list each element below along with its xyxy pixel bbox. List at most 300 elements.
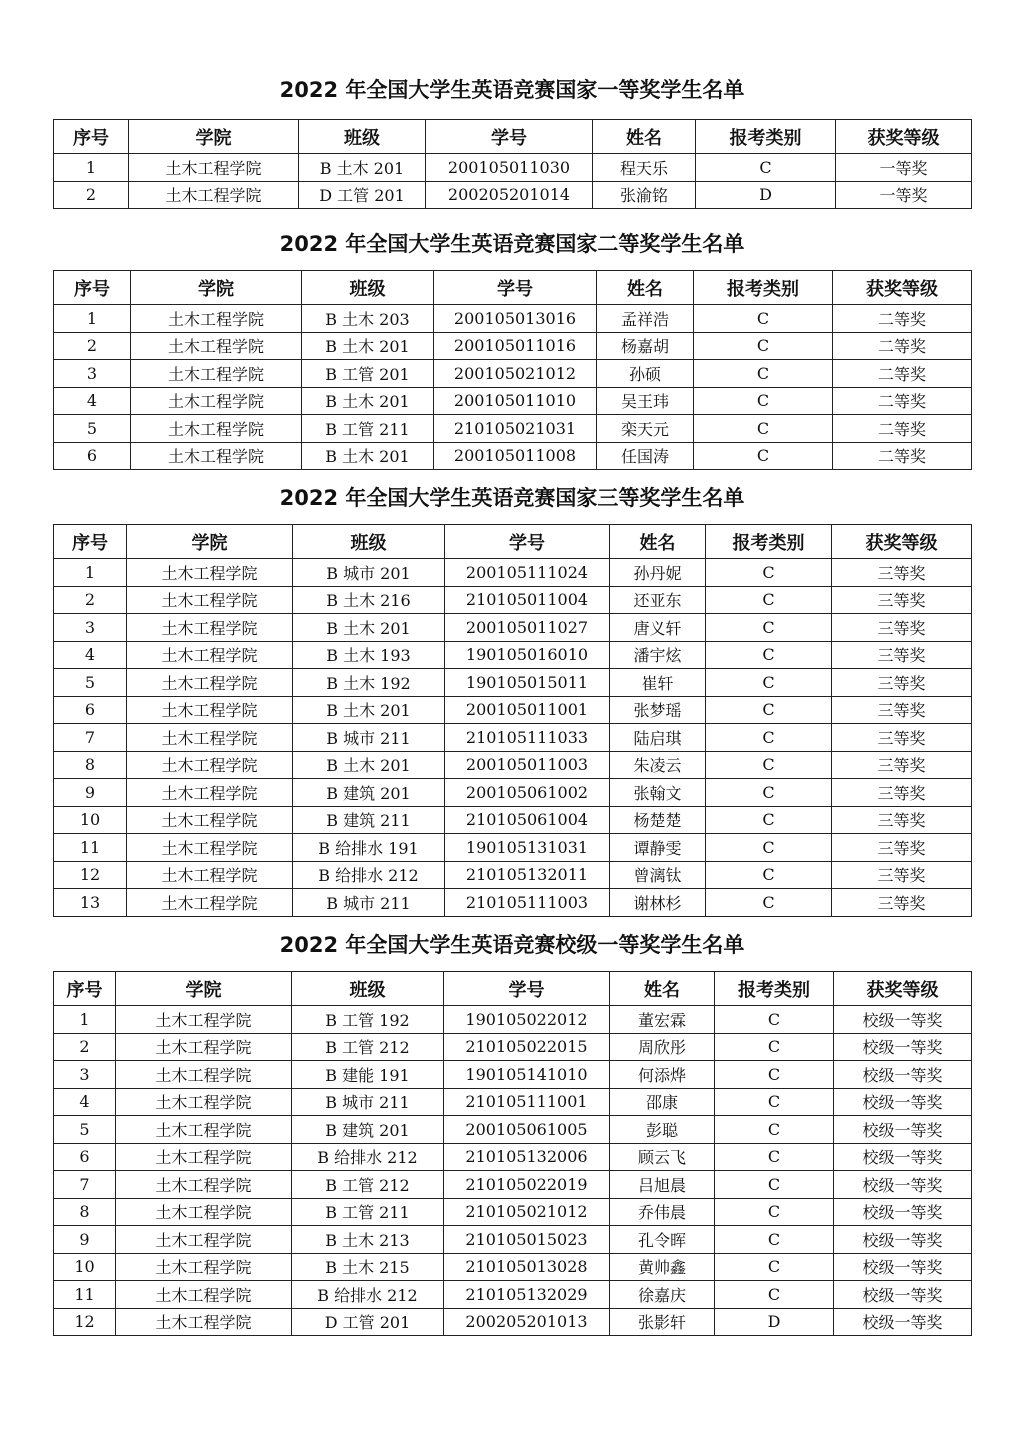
table-row <box>54 1226 972 1254</box>
cell-college: 土木工程学院 <box>127 779 293 807</box>
cell-award-level: 三等奖 <box>832 889 972 917</box>
cell-name: 谢林杉 <box>610 889 706 917</box>
cell-college: 土木工程学院 <box>116 1033 292 1061</box>
cell-name: 顾云飞 <box>610 1143 715 1171</box>
cell-student-id: 210105021031 <box>434 415 597 443</box>
cell-class: B 土木 213 <box>292 1226 444 1254</box>
cell-college: 土木工程学院 <box>127 559 293 587</box>
column-header-exam-category: 报考类别 <box>706 525 832 559</box>
cell-index: 10 <box>54 1253 116 1281</box>
cell-name: 杨嘉胡 <box>597 332 694 360</box>
cell-exam-category: C <box>694 415 833 443</box>
cell-class: B 土木 193 <box>293 641 445 669</box>
cell-award-level: 校级一等奖 <box>834 1088 972 1116</box>
cell-student-id: 210105013028 <box>444 1253 610 1281</box>
cell-class: B 给排水 212 <box>292 1143 444 1171</box>
column-header-student-id: 学号 <box>444 972 610 1006</box>
table-row <box>54 442 972 470</box>
cell-name: 孔令晖 <box>610 1226 715 1254</box>
cell-exam-category: C <box>715 1281 834 1309</box>
cell-exam-category: C <box>715 1143 834 1171</box>
column-header-name: 姓名 <box>610 972 715 1006</box>
cell-award-level: 校级一等奖 <box>834 1143 972 1171</box>
column-header-index: 序号 <box>54 271 131 305</box>
cell-college: 土木工程学院 <box>131 305 302 333</box>
cell-student-id: 200105021012 <box>434 360 597 388</box>
table-row <box>54 806 972 834</box>
cell-college: 土木工程学院 <box>127 641 293 669</box>
cell-exam-category: C <box>715 1253 834 1281</box>
cell-index: 3 <box>54 614 127 642</box>
table-row <box>54 305 972 333</box>
cell-name: 崔轩 <box>610 669 706 697</box>
cell-index: 4 <box>54 641 127 669</box>
cell-exam-category: C <box>715 1088 834 1116</box>
cell-index: 5 <box>54 415 131 443</box>
cell-award-level: 二等奖 <box>833 332 972 360</box>
cell-class: B 土木 192 <box>293 669 445 697</box>
cell-college: 土木工程学院 <box>129 181 299 209</box>
table-row <box>54 834 972 862</box>
table-row <box>54 415 972 443</box>
cell-exam-category: C <box>715 1061 834 1089</box>
table-row <box>54 181 972 209</box>
column-header-name: 姓名 <box>610 525 706 559</box>
cell-index: 7 <box>54 724 127 752</box>
cell-student-id: 200105013016 <box>434 305 597 333</box>
cell-college: 土木工程学院 <box>127 889 293 917</box>
cell-student-id: 210105111001 <box>444 1088 610 1116</box>
cell-index: 5 <box>54 669 127 697</box>
cell-name: 彭聪 <box>610 1116 715 1144</box>
cell-name: 张翰文 <box>610 779 706 807</box>
cell-college: 土木工程学院 <box>116 1143 292 1171</box>
cell-award-level: 校级一等奖 <box>834 1033 972 1061</box>
section-title-national-second: 2022 年全国大学生英语竞赛国家二等奖学生名单 <box>279 232 745 256</box>
cell-class: B 土木 216 <box>293 586 445 614</box>
table-row <box>54 1088 972 1116</box>
column-header-exam-category: 报考类别 <box>715 972 834 1006</box>
cell-index: 6 <box>54 442 131 470</box>
column-header-college: 学院 <box>127 525 293 559</box>
cell-index: 2 <box>54 1033 116 1061</box>
cell-exam-category: C <box>694 387 833 415</box>
column-header-class: 班级 <box>302 271 434 305</box>
cell-index: 6 <box>54 1143 116 1171</box>
cell-college: 土木工程学院 <box>127 696 293 724</box>
cell-index: 10 <box>54 806 127 834</box>
cell-index: 1 <box>54 559 127 587</box>
cell-student-id: 190105016010 <box>445 641 610 669</box>
cell-class: B 工管 211 <box>302 415 434 443</box>
column-header-class: 班级 <box>299 120 426 154</box>
column-header-college: 学院 <box>131 271 302 305</box>
cell-exam-category: C <box>706 889 832 917</box>
cell-name: 张渝铭 <box>593 181 696 209</box>
cell-college: 土木工程学院 <box>127 834 293 862</box>
table-row <box>54 1171 972 1199</box>
cell-index: 9 <box>54 1226 116 1254</box>
cell-college: 土木工程学院 <box>116 1198 292 1226</box>
cell-college: 土木工程学院 <box>116 1226 292 1254</box>
cell-name: 张梦瑶 <box>610 696 706 724</box>
cell-student-id: 200105011027 <box>445 614 610 642</box>
cell-index: 3 <box>54 1061 116 1089</box>
cell-index: 5 <box>54 1116 116 1144</box>
table-row <box>54 1116 972 1144</box>
table-row <box>54 696 972 724</box>
cell-index: 8 <box>54 751 127 779</box>
cell-name: 黄帅鑫 <box>610 1253 715 1281</box>
cell-student-id: 200105111024 <box>445 559 610 587</box>
cell-exam-category: C <box>706 834 832 862</box>
cell-student-id: 190105015011 <box>445 669 610 697</box>
cell-index: 8 <box>54 1198 116 1226</box>
cell-index: 12 <box>54 1308 116 1336</box>
cell-class: B 土木 215 <box>292 1253 444 1281</box>
header-row <box>54 525 972 559</box>
cell-class: B 建筑 201 <box>292 1116 444 1144</box>
cell-college: 土木工程学院 <box>127 806 293 834</box>
cell-exam-category: D <box>715 1308 834 1336</box>
cell-class: B 建能 191 <box>292 1061 444 1089</box>
cell-college: 土木工程学院 <box>127 751 293 779</box>
cell-exam-category: C <box>715 1198 834 1226</box>
table-row <box>54 779 972 807</box>
cell-class: B 土木 201 <box>293 751 445 779</box>
table-row <box>54 724 972 752</box>
table-school-first <box>53 971 972 1336</box>
column-header-student-id: 学号 <box>445 525 610 559</box>
cell-college: 土木工程学院 <box>116 1281 292 1309</box>
cell-class: D 工管 201 <box>292 1308 444 1336</box>
cell-class: B 城市 211 <box>293 724 445 752</box>
column-header-college: 学院 <box>129 120 299 154</box>
table-row <box>54 154 972 182</box>
cell-award-level: 三等奖 <box>832 751 972 779</box>
cell-student-id: 210105011004 <box>445 586 610 614</box>
cell-exam-category: C <box>706 724 832 752</box>
cell-name: 还亚东 <box>610 586 706 614</box>
cell-name: 徐嘉庆 <box>610 1281 715 1309</box>
cell-student-id: 210105021012 <box>444 1198 610 1226</box>
cell-class: B 工管 212 <box>292 1033 444 1061</box>
cell-college: 土木工程学院 <box>129 154 299 182</box>
cell-name: 朱凌云 <box>610 751 706 779</box>
cell-class: B 城市 211 <box>292 1088 444 1116</box>
cell-name: 张影轩 <box>610 1308 715 1336</box>
cell-student-id: 200105011016 <box>434 332 597 360</box>
cell-award-level: 校级一等奖 <box>834 1116 972 1144</box>
cell-student-id: 200205201013 <box>444 1308 610 1336</box>
cell-class: B 工管 201 <box>302 360 434 388</box>
column-header-index: 序号 <box>54 120 129 154</box>
header-row <box>54 120 972 154</box>
cell-class: B 给排水 212 <box>292 1281 444 1309</box>
cell-index: 2 <box>54 586 127 614</box>
cell-college: 土木工程学院 <box>116 1061 292 1089</box>
table-row <box>54 614 972 642</box>
cell-student-id: 200105011001 <box>445 696 610 724</box>
cell-student-id: 200105011010 <box>434 387 597 415</box>
cell-index: 7 <box>54 1171 116 1199</box>
cell-award-level: 一等奖 <box>836 181 972 209</box>
table-row <box>54 559 972 587</box>
cell-college: 土木工程学院 <box>131 387 302 415</box>
column-header-student-id: 学号 <box>434 271 597 305</box>
cell-exam-category: C <box>706 559 832 587</box>
cell-exam-category: C <box>715 1171 834 1199</box>
cell-name: 谭静雯 <box>610 834 706 862</box>
cell-college: 土木工程学院 <box>131 442 302 470</box>
column-header-exam-category: 报考类别 <box>696 120 836 154</box>
table-national-second <box>53 270 972 470</box>
cell-student-id: 200105011003 <box>445 751 610 779</box>
cell-college: 土木工程学院 <box>131 360 302 388</box>
cell-award-level: 二等奖 <box>833 387 972 415</box>
cell-class: B 土木 201 <box>299 154 426 182</box>
cell-award-level: 校级一等奖 <box>834 1171 972 1199</box>
cell-college: 土木工程学院 <box>127 614 293 642</box>
cell-exam-category: C <box>694 360 833 388</box>
table-row <box>54 889 972 917</box>
cell-student-id: 210105132029 <box>444 1281 610 1309</box>
cell-class: B 城市 211 <box>293 889 445 917</box>
table-row <box>54 586 972 614</box>
cell-student-id: 210105015023 <box>444 1226 610 1254</box>
cell-index: 2 <box>54 332 131 360</box>
cell-college: 土木工程学院 <box>116 1006 292 1034</box>
cell-name: 杨楚楚 <box>610 806 706 834</box>
cell-name: 潘宇炫 <box>610 641 706 669</box>
cell-award-level: 校级一等奖 <box>834 1061 972 1089</box>
cell-class: B 给排水 191 <box>293 834 445 862</box>
cell-name: 曾漓钛 <box>610 861 706 889</box>
cell-exam-category: C <box>696 154 836 182</box>
cell-student-id: 200205201014 <box>426 181 593 209</box>
cell-award-level: 三等奖 <box>832 559 972 587</box>
cell-class: B 土木 201 <box>293 696 445 724</box>
cell-award-level: 三等奖 <box>832 586 972 614</box>
cell-class: B 工管 211 <box>292 1198 444 1226</box>
cell-index: 1 <box>54 305 131 333</box>
cell-award-level: 一等奖 <box>836 154 972 182</box>
cell-name: 程天乐 <box>593 154 696 182</box>
cell-award-level: 三等奖 <box>832 696 972 724</box>
cell-name: 何添烨 <box>610 1061 715 1089</box>
table-row <box>54 1033 972 1061</box>
cell-exam-category: D <box>696 181 836 209</box>
cell-class: B 土木 201 <box>302 442 434 470</box>
cell-exam-category: C <box>706 861 832 889</box>
header-row <box>54 271 972 305</box>
cell-index: 6 <box>54 696 127 724</box>
cell-exam-category: C <box>706 806 832 834</box>
column-header-index: 序号 <box>54 525 127 559</box>
cell-name: 吕旭晨 <box>610 1171 715 1199</box>
cell-name: 任国涛 <box>597 442 694 470</box>
cell-exam-category: C <box>715 1033 834 1061</box>
column-header-class: 班级 <box>292 972 444 1006</box>
cell-award-level: 校级一等奖 <box>834 1281 972 1309</box>
cell-college: 土木工程学院 <box>116 1116 292 1144</box>
cell-student-id: 210105022019 <box>444 1171 610 1199</box>
cell-exam-category: C <box>706 779 832 807</box>
cell-award-level: 二等奖 <box>833 415 972 443</box>
cell-college: 土木工程学院 <box>131 332 302 360</box>
table-row <box>54 1281 972 1309</box>
cell-college: 土木工程学院 <box>116 1088 292 1116</box>
cell-award-level: 校级一等奖 <box>834 1226 972 1254</box>
column-header-index: 序号 <box>54 972 116 1006</box>
cell-class: B 土木 203 <box>302 305 434 333</box>
cell-award-level: 三等奖 <box>832 641 972 669</box>
section-title-national-first: 2022 年全国大学生英语竞赛国家一等奖学生名单 <box>279 78 745 102</box>
cell-student-id: 210105111033 <box>445 724 610 752</box>
cell-student-id: 210105111003 <box>445 889 610 917</box>
cell-exam-category: C <box>694 305 833 333</box>
table-row <box>54 1253 972 1281</box>
cell-award-level: 三等奖 <box>832 861 972 889</box>
cell-name: 孟祥浩 <box>597 305 694 333</box>
table-row <box>54 387 972 415</box>
cell-name: 周欣彤 <box>610 1033 715 1061</box>
cell-exam-category: C <box>706 696 832 724</box>
column-header-student-id: 学号 <box>426 120 593 154</box>
cell-exam-category: C <box>706 669 832 697</box>
cell-student-id: 190105131031 <box>445 834 610 862</box>
table-row <box>54 1143 972 1171</box>
cell-index: 11 <box>54 1281 116 1309</box>
cell-name: 董宏霖 <box>610 1006 715 1034</box>
cell-award-level: 二等奖 <box>833 305 972 333</box>
cell-college: 土木工程学院 <box>131 415 302 443</box>
cell-class: B 工管 192 <box>292 1006 444 1034</box>
column-header-award-level: 获奖等级 <box>832 525 972 559</box>
cell-exam-category: C <box>706 641 832 669</box>
column-header-exam-category: 报考类别 <box>694 271 833 305</box>
table-row <box>54 1061 972 1089</box>
cell-student-id: 190105022012 <box>444 1006 610 1034</box>
cell-college: 土木工程学院 <box>127 724 293 752</box>
cell-index: 12 <box>54 861 127 889</box>
cell-award-level: 三等奖 <box>832 779 972 807</box>
table-row <box>54 751 972 779</box>
header-row <box>54 972 972 1006</box>
cell-award-level: 三等奖 <box>832 724 972 752</box>
cell-index: 3 <box>54 360 131 388</box>
cell-college: 土木工程学院 <box>127 586 293 614</box>
cell-student-id: 200105061002 <box>445 779 610 807</box>
cell-award-level: 校级一等奖 <box>834 1006 972 1034</box>
cell-exam-category: C <box>715 1006 834 1034</box>
cell-award-level: 校级一等奖 <box>834 1198 972 1226</box>
column-header-college: 学院 <box>116 972 292 1006</box>
cell-award-level: 三等奖 <box>832 669 972 697</box>
cell-name: 吴王玮 <box>597 387 694 415</box>
cell-index: 1 <box>54 154 129 182</box>
cell-student-id: 210105132006 <box>444 1143 610 1171</box>
cell-exam-category: C <box>706 586 832 614</box>
cell-award-level: 二等奖 <box>833 360 972 388</box>
cell-name: 陆启琪 <box>610 724 706 752</box>
cell-student-id: 210105061004 <box>445 806 610 834</box>
cell-exam-category: C <box>715 1116 834 1144</box>
cell-exam-category: C <box>694 442 833 470</box>
cell-award-level: 三等奖 <box>832 834 972 862</box>
cell-name: 孙丹妮 <box>610 559 706 587</box>
table-row <box>54 669 972 697</box>
cell-exam-category: C <box>715 1226 834 1254</box>
cell-class: B 土木 201 <box>302 387 434 415</box>
cell-student-id: 210105022015 <box>444 1033 610 1061</box>
cell-college: 土木工程学院 <box>127 861 293 889</box>
cell-index: 4 <box>54 387 131 415</box>
cell-index: 2 <box>54 181 129 209</box>
cell-class: B 土木 201 <box>302 332 434 360</box>
cell-exam-category: C <box>706 614 832 642</box>
column-header-award-level: 获奖等级 <box>836 120 972 154</box>
cell-award-level: 校级一等奖 <box>834 1253 972 1281</box>
cell-award-level: 三等奖 <box>832 614 972 642</box>
cell-student-id: 200105011030 <box>426 154 593 182</box>
cell-student-id: 190105141010 <box>444 1061 610 1089</box>
cell-class: B 建筑 211 <box>293 806 445 834</box>
cell-college: 土木工程学院 <box>116 1253 292 1281</box>
cell-exam-category: C <box>706 751 832 779</box>
cell-award-level: 校级一等奖 <box>834 1308 972 1336</box>
table-row <box>54 360 972 388</box>
column-header-award-level: 获奖等级 <box>834 972 972 1006</box>
cell-college: 土木工程学院 <box>116 1308 292 1336</box>
column-header-class: 班级 <box>293 525 445 559</box>
cell-student-id: 210105132011 <box>445 861 610 889</box>
cell-award-level: 三等奖 <box>832 806 972 834</box>
cell-name: 唐义轩 <box>610 614 706 642</box>
column-header-name: 姓名 <box>597 271 694 305</box>
cell-class: B 土木 201 <box>293 614 445 642</box>
cell-name: 乔伟晨 <box>610 1198 715 1226</box>
cell-college: 土木工程学院 <box>127 669 293 697</box>
table-national-first <box>53 119 972 209</box>
table-row <box>54 1006 972 1034</box>
column-header-name: 姓名 <box>593 120 696 154</box>
cell-name: 邵康 <box>610 1088 715 1116</box>
table-row <box>54 641 972 669</box>
cell-index: 4 <box>54 1088 116 1116</box>
section-title-national-third: 2022 年全国大学生英语竞赛国家三等奖学生名单 <box>279 486 745 510</box>
cell-index: 13 <box>54 889 127 917</box>
cell-index: 1 <box>54 1006 116 1034</box>
table-row <box>54 861 972 889</box>
column-header-award-level: 获奖等级 <box>833 271 972 305</box>
section-title-school-first: 2022 年全国大学生英语竞赛校级一等奖学生名单 <box>279 933 745 957</box>
cell-exam-category: C <box>694 332 833 360</box>
cell-class: B 给排水 212 <box>293 861 445 889</box>
cell-student-id: 200105061005 <box>444 1116 610 1144</box>
table-row <box>54 1308 972 1336</box>
cell-college: 土木工程学院 <box>116 1171 292 1199</box>
cell-class: D 工管 201 <box>299 181 426 209</box>
cell-class: B 建筑 201 <box>293 779 445 807</box>
table-row <box>54 332 972 360</box>
table-national-third <box>53 524 972 917</box>
cell-index: 11 <box>54 834 127 862</box>
cell-award-level: 二等奖 <box>833 442 972 470</box>
cell-name: 栾天元 <box>597 415 694 443</box>
cell-index: 9 <box>54 779 127 807</box>
cell-class: B 城市 201 <box>293 559 445 587</box>
